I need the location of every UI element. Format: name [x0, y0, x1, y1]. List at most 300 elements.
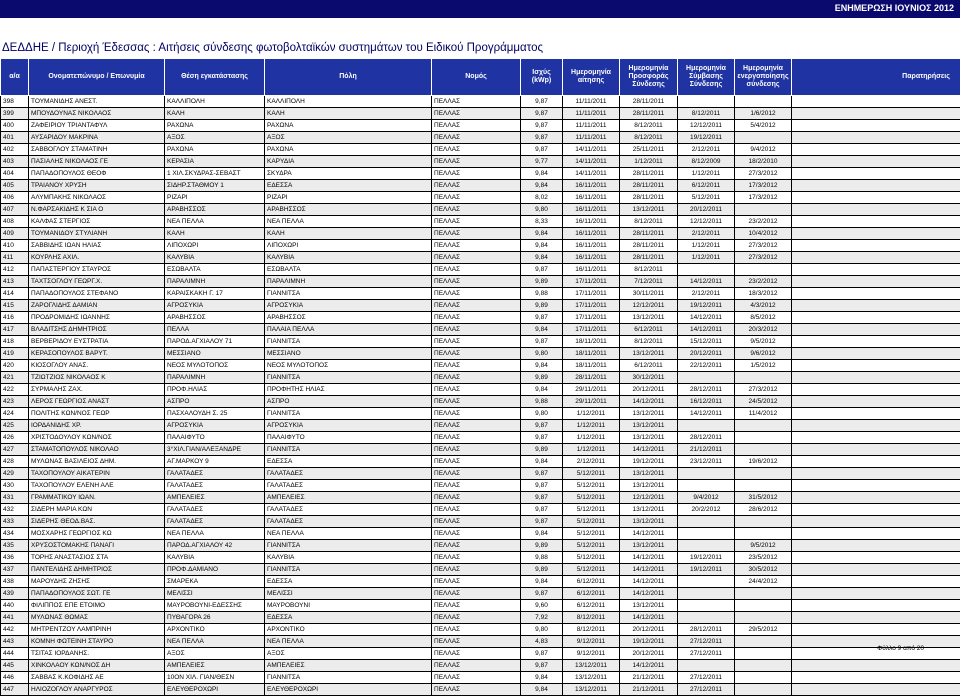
contract-date-cell: 19/12/2011: [678, 552, 735, 564]
remarks-cell: [792, 456, 960, 468]
installation-location-cell: ΑΜΠΕΛΕΙΕΣ: [165, 660, 265, 672]
contract-date-cell: 20/2/2012: [678, 504, 735, 516]
power-kwp-cell: 8,02: [521, 192, 563, 204]
applicant-name-cell: ΧΡΙΣΤΟΔΟΥΛΟΥ ΚΩΝ/ΝΟΣ: [29, 432, 165, 444]
activation-date-cell: [735, 600, 792, 612]
table-row: [1, 636, 960, 648]
offer-date-cell: 28/11/2011: [620, 168, 678, 180]
remarks-cell: [792, 252, 960, 264]
row-number-cell: 436: [1, 552, 29, 564]
power-kwp-cell: 9,87: [521, 588, 563, 600]
col-header-offer-date: Ημερομηνία Προσφοράς Σύνδεσης: [620, 59, 678, 96]
row-number-cell: 435: [1, 540, 29, 552]
power-kwp-cell: 9,87: [521, 132, 563, 144]
remarks-cell: [792, 492, 960, 504]
applicant-name-cell: ΠΡΟΔΡΟΜΙΔΗΣ ΙΩΑΝΝΗΣ: [29, 312, 165, 324]
contract-date-cell: 27/12/2011: [678, 672, 735, 684]
installation-location-cell: ΠΑΡΟΔ.ΑΓΧΙΑΛΟΥ 71: [165, 336, 265, 348]
offer-date-cell: 14/12/2011: [620, 528, 678, 540]
power-kwp-cell: 9,80: [521, 624, 563, 636]
contract-date-cell: [678, 588, 735, 600]
remarks-cell: [792, 480, 960, 492]
installation-location-cell: ΑΣΠΡΟ: [165, 396, 265, 408]
table-row: [1, 168, 960, 180]
application-date-cell: 11/11/2011: [563, 108, 620, 120]
remarks-cell: [792, 348, 960, 360]
remarks-cell: [792, 504, 960, 516]
city-cell: ΚΑΛΗ: [265, 228, 432, 240]
row-number-cell: 430: [1, 480, 29, 492]
activation-date-cell: 11/4/2012: [735, 408, 792, 420]
row-number-cell: 443: [1, 636, 29, 648]
installation-location-cell: ΡΙΖΑΡΙ: [165, 192, 265, 204]
contract-date-cell: [678, 540, 735, 552]
offer-date-cell: 8/12/2011: [620, 216, 678, 228]
city-cell: ΕΣΩΒΑΛΤΑ: [265, 264, 432, 276]
activation-date-cell: [735, 588, 792, 600]
power-kwp-cell: 9,87: [521, 648, 563, 660]
table-body: [1, 96, 960, 696]
table-row: [1, 216, 960, 228]
power-kwp-cell: 9,87: [521, 432, 563, 444]
power-kwp-cell: 7,92: [521, 612, 563, 624]
activation-date-cell: 23/2/2012: [735, 276, 792, 288]
prefecture-cell: ΠΕΛΛΑΣ: [432, 312, 521, 324]
applicant-name-cell: ΑΥΣΑΡΙΔΟΥ ΜΑΚΡΙΝΑ: [29, 132, 165, 144]
contract-date-cell: 8/12/2011: [678, 108, 735, 120]
prefecture-cell: ΠΕΛΛΑΣ: [432, 360, 521, 372]
applicant-name-cell: ΧΡΥΣΟΣΤΟΜΑΚΗΣ ΠΑΝΑΓΙ: [29, 540, 165, 552]
prefecture-cell: ΠΕΛΛΑΣ: [432, 408, 521, 420]
application-date-cell: 17/11/2011: [563, 324, 620, 336]
power-kwp-cell: 9,89: [521, 372, 563, 384]
prefecture-cell: ΠΕΛΛΑΣ: [432, 192, 521, 204]
city-cell: ΑΣΠΡΟ: [265, 396, 432, 408]
applicant-name-cell: ΠΑΠΑΔΟΠΟΥΛΟΣ ΘΕΟΦ: [29, 168, 165, 180]
contract-date-cell: [678, 576, 735, 588]
application-date-cell: 6/12/2011: [563, 576, 620, 588]
installation-location-cell: ΑΜΠΕΛΕΙΕΣ: [165, 492, 265, 504]
prefecture-cell: ΠΕΛΛΑΣ: [432, 168, 521, 180]
offer-date-cell: 8/12/2011: [620, 264, 678, 276]
application-date-cell: 5/12/2011: [563, 504, 620, 516]
installation-location-cell: ΑΓΡΟΣΥΚΙΑ: [165, 420, 265, 432]
prefecture-cell: ΠΕΛΛΑΣ: [432, 216, 521, 228]
offer-date-cell: 13/12/2011: [620, 468, 678, 480]
prefecture-cell: ΠΕΛΛΑΣ: [432, 384, 521, 396]
remarks-cell: [792, 204, 960, 216]
prefecture-cell: ΠΕΛΛΑΣ: [432, 300, 521, 312]
installation-location-cell: ΕΛΕΥΘΕΡΟΧΩΡΙ: [165, 684, 265, 696]
prefecture-cell: ΠΕΛΛΑΣ: [432, 276, 521, 288]
application-date-cell: 16/11/2011: [563, 228, 620, 240]
prefecture-cell: ΠΕΛΛΑΣ: [432, 468, 521, 480]
activation-date-cell: 18/3/2012: [735, 288, 792, 300]
offer-date-cell: 13/12/2011: [620, 516, 678, 528]
offer-date-cell: 6/12/2011: [620, 324, 678, 336]
top-header-bar: [0, 0, 960, 18]
application-date-cell: 5/12/2011: [563, 468, 620, 480]
power-kwp-cell: 9,88: [521, 288, 563, 300]
application-date-cell: 17/11/2011: [563, 288, 620, 300]
power-kwp-cell: 9,89: [521, 276, 563, 288]
prefecture-cell: ΠΕΛΛΑΣ: [432, 480, 521, 492]
activation-date-cell: 24/5/2012: [735, 396, 792, 408]
application-date-cell: 11/11/2011: [563, 120, 620, 132]
applicant-name-cell: ΤΣΙΤΑΣ ΙΟΡΔΑΝΗΣ.: [29, 648, 165, 660]
installation-location-cell: ΕΣΩΒΑΛΤΑ: [165, 264, 265, 276]
power-kwp-cell: 9,87: [521, 120, 563, 132]
city-cell: ΑΞΟΣ: [265, 132, 432, 144]
offer-date-cell: 13/12/2011: [620, 600, 678, 612]
prefecture-cell: ΠΕΛΛΑΣ: [432, 492, 521, 504]
remarks-cell: [792, 420, 960, 432]
contract-date-cell: 12/12/2011: [678, 216, 735, 228]
contract-date-cell: 8/12/2009: [678, 156, 735, 168]
applicant-name-cell: ΓΡΑΜΜΑΤΙΚΟΥ ΙΩΑΝ.: [29, 492, 165, 504]
col-header-aa: α/α: [1, 59, 29, 96]
prefecture-cell: ΠΕΛΛΑΣ: [432, 504, 521, 516]
city-cell: ΝΕΑ ΠΕΛΛΑ: [265, 216, 432, 228]
remarks-cell: [792, 132, 960, 144]
application-date-cell: 14/11/2011: [563, 144, 620, 156]
offer-date-cell: 12/12/2011: [620, 492, 678, 504]
applicant-name-cell: ΚΙΟΣΟΓΛΟΥ ΑΝΑΣ.: [29, 360, 165, 372]
contract-date-cell: 22/12/2011: [678, 360, 735, 372]
prefecture-cell: ΠΕΛΛΑΣ: [432, 444, 521, 456]
contract-date-cell: [678, 600, 735, 612]
remarks-cell: [792, 432, 960, 444]
offer-date-cell: 19/12/2011: [620, 636, 678, 648]
prefecture-cell: ΠΕΛΛΑΣ: [432, 612, 521, 624]
applicant-name-cell: ΠΑΠΑΔΟΠΟΥΛΟΣ ΣΤΕΦΑΝΟ: [29, 288, 165, 300]
remarks-cell: [792, 528, 960, 540]
update-date-label: ΕΝΗΜΕΡΩΣΗ ΙΟΥΝΙΟΣ 2012: [835, 3, 954, 13]
activation-date-cell: [735, 96, 792, 108]
remarks-cell: [792, 684, 960, 696]
power-kwp-cell: 9,80: [521, 348, 563, 360]
row-number-cell: 442: [1, 624, 29, 636]
offer-date-cell: 20/12/2011: [620, 624, 678, 636]
prefecture-cell: ΠΕΛΛΑΣ: [432, 252, 521, 264]
installation-location-cell: ΝΕΑ ΠΕΛΛΑ: [165, 216, 265, 228]
applicant-name-cell: ΤΑΧΤΣΟΓΛΟΥ ΓΕΩΡΓ.Χ.: [29, 276, 165, 288]
activation-date-cell: 10/4/2012: [735, 228, 792, 240]
offer-date-cell: 19/12/2011: [620, 456, 678, 468]
city-cell: ΕΛΕΥΘΕΡΟΧΩΡΙ: [265, 684, 432, 696]
remarks-cell: [792, 240, 960, 252]
power-kwp-cell: 9,88: [521, 396, 563, 408]
table-row: [1, 324, 960, 336]
power-kwp-cell: 9,80: [521, 408, 563, 420]
applicant-name-cell: ΖΑΦΕΙΡΙΟΥ ΤΡΙΑΝΤΑΦΥΛ: [29, 120, 165, 132]
prefecture-cell: ΠΕΛΛΑΣ: [432, 108, 521, 120]
activation-date-cell: [735, 444, 792, 456]
city-cell: ΑΡΑΒΗΣΣΟΣ: [265, 312, 432, 324]
power-kwp-cell: 9,87: [521, 504, 563, 516]
contract-date-cell: [678, 96, 735, 108]
contract-date-cell: 9/4/2012: [678, 492, 735, 504]
installation-location-cell: ΓΑΛΑΤΑΔΕΣ: [165, 480, 265, 492]
installation-location-cell: ΜΕΣΣΙΑΝΟ: [165, 348, 265, 360]
activation-date-cell: [735, 612, 792, 624]
power-kwp-cell: 9,87: [521, 420, 563, 432]
power-kwp-cell: 9,60: [521, 600, 563, 612]
offer-date-cell: 14/12/2011: [620, 588, 678, 600]
col-header-city: Πόλη: [265, 59, 432, 96]
contract-date-cell: [678, 612, 735, 624]
city-cell: ΕΔΕΣΣΑ: [265, 576, 432, 588]
remarks-cell: [792, 192, 960, 204]
table-row: [1, 240, 960, 252]
offer-date-cell: 28/11/2011: [620, 240, 678, 252]
contract-date-cell: [678, 516, 735, 528]
contract-date-cell: 6/12/2011: [678, 180, 735, 192]
application-date-cell: 16/11/2011: [563, 180, 620, 192]
applicant-name-cell: ΤΖΙΩΤΖΙΟΣ ΝΙΚΟΛΑΟΣ Κ: [29, 372, 165, 384]
city-cell: ΑΡΧΟΝΤΙΚΟ: [265, 624, 432, 636]
installation-location-cell: ΑΞΟΣ: [165, 132, 265, 144]
power-kwp-cell: 9,84: [521, 168, 563, 180]
remarks-cell: [792, 600, 960, 612]
offer-date-cell: 1/12/2011: [620, 156, 678, 168]
city-cell: ΓΙΑΝΝΙΤΣΑ: [265, 408, 432, 420]
offer-date-cell: 13/12/2011: [620, 504, 678, 516]
power-kwp-cell: 9,77: [521, 156, 563, 168]
application-date-cell: 13/12/2011: [563, 672, 620, 684]
row-number-cell: 432: [1, 504, 29, 516]
installation-location-cell: ΠΥΘΑΓΟΡΑ 26: [165, 612, 265, 624]
applicant-name-cell: ΧΙΝΚΟΛΑΟΥ ΚΩΝ/ΝΟΣ ΔΗ: [29, 660, 165, 672]
applicant-name-cell: ΚΟΥΡΛΗΣ ΑΧΙΛ.: [29, 252, 165, 264]
power-kwp-cell: 9,84: [521, 228, 563, 240]
city-cell: ΑΜΠΕΛΕΙΕΣ: [265, 492, 432, 504]
table-row: [1, 252, 960, 264]
applicant-name-cell: ΣΙΔΕΡΗ ΜΑΡΙΑ ΚΩΝ: [29, 504, 165, 516]
offer-date-cell: 30/12/2011: [620, 372, 678, 384]
prefecture-cell: ΠΕΛΛΑΣ: [432, 240, 521, 252]
applicant-name-cell: ΜΑΡΟΥΔΗΣ ΖΗΣΗΣ: [29, 576, 165, 588]
contract-date-cell: 14/12/2011: [678, 276, 735, 288]
table-row: [1, 576, 960, 588]
activation-date-cell: 17/3/2012: [735, 180, 792, 192]
table-row: [1, 444, 960, 456]
row-number-cell: 444: [1, 648, 29, 660]
table-row: [1, 132, 960, 144]
installation-location-cell: ΚΑΛΥΒΙΑ: [165, 552, 265, 564]
city-cell: ΓΑΛΑΤΑΔΕΣ: [265, 516, 432, 528]
row-number-cell: 411: [1, 252, 29, 264]
prefecture-cell: ΠΕΛΛΑΣ: [432, 624, 521, 636]
applicant-name-cell: ΚΕΡΑΣΟΠΟΥΛΟΣ ΒΑΡΥΤ.: [29, 348, 165, 360]
applicant-name-cell: ΣΙΔΕΡΗΣ ΘΕΟΔ.ΒΑΣ.: [29, 516, 165, 528]
remarks-cell: [792, 180, 960, 192]
activation-date-cell: 20/3/2012: [735, 324, 792, 336]
application-date-cell: 1/12/2011: [563, 420, 620, 432]
remarks-cell: [792, 552, 960, 564]
prefecture-cell: ΠΕΛΛΑΣ: [432, 672, 521, 684]
row-number-cell: 409: [1, 228, 29, 240]
power-kwp-cell: 9,84: [521, 456, 563, 468]
contract-date-cell: 28/12/2011: [678, 384, 735, 396]
city-cell: ΚΑΛΥΒΙΑ: [265, 552, 432, 564]
applicant-name-cell: ΜΥΛΩΝΑΣ ΒΑΣΙΛΕΙΟΣ ΔΗΜ.: [29, 456, 165, 468]
prefecture-cell: ΠΕΛΛΑΣ: [432, 156, 521, 168]
power-kwp-cell: 9,87: [521, 264, 563, 276]
installation-location-cell: ΚΕΡΑΣΙΑ: [165, 156, 265, 168]
power-kwp-cell: 8,33: [521, 216, 563, 228]
offer-date-cell: 6/12/2011: [620, 360, 678, 372]
row-number-cell: 424: [1, 408, 29, 420]
offer-date-cell: 25/11/2011: [620, 144, 678, 156]
remarks-cell: [792, 276, 960, 288]
table-row: [1, 144, 960, 156]
contract-date-cell: 12/12/2011: [678, 120, 735, 132]
applicant-name-cell: ΖΑΡΟΓΛΙΔΗΣ ΔΑΜΙΑΝ: [29, 300, 165, 312]
remarks-cell: [792, 660, 960, 672]
remarks-cell: [792, 156, 960, 168]
col-header-prefecture: Νομός: [432, 59, 521, 96]
table-row: [1, 300, 960, 312]
city-cell: ΣΚΥΔΡΑ: [265, 168, 432, 180]
row-number-cell: 418: [1, 336, 29, 348]
table-row: [1, 336, 960, 348]
contract-date-cell: 5/12/2011: [678, 192, 735, 204]
prefecture-cell: ΠΕΛΛΑΣ: [432, 180, 521, 192]
table-row: [1, 408, 960, 420]
prefecture-cell: ΠΕΛΛΑΣ: [432, 648, 521, 660]
prefecture-cell: ΠΕΛΛΑΣ: [432, 204, 521, 216]
table-row: [1, 108, 960, 120]
installation-location-cell: ΚΑΛΥΒΙΑ: [165, 252, 265, 264]
contract-date-cell: 27/12/2011: [678, 684, 735, 696]
city-cell: ΓΙΑΝΝΙΤΣΑ: [265, 540, 432, 552]
row-number-cell: 425: [1, 420, 29, 432]
application-date-cell: 9/12/2011: [563, 648, 620, 660]
row-number-cell: 431: [1, 492, 29, 504]
application-date-cell: 8/12/2011: [563, 624, 620, 636]
col-header-name: Ονοματεπώνυμο / Επωνυμία: [29, 59, 165, 96]
power-kwp-cell: 9,89: [521, 300, 563, 312]
installation-location-cell: ΠΡΟΦ.ΗΛΙΑΣ: [165, 384, 265, 396]
row-number-cell: 420: [1, 360, 29, 372]
activation-date-cell: 4/3/2012: [735, 300, 792, 312]
contract-date-cell: [678, 372, 735, 384]
activation-date-cell: 9/4/2012: [735, 144, 792, 156]
power-kwp-cell: 9,84: [521, 528, 563, 540]
remarks-cell: [792, 672, 960, 684]
contract-date-cell: [678, 528, 735, 540]
prefecture-cell: ΠΕΛΛΑΣ: [432, 552, 521, 564]
row-number-cell: 413: [1, 276, 29, 288]
activation-date-cell: [735, 264, 792, 276]
power-kwp-cell: 9,87: [521, 480, 563, 492]
application-date-cell: 5/12/2011: [563, 492, 620, 504]
table-row: [1, 492, 960, 504]
application-date-cell: 2/12/2011: [563, 456, 620, 468]
row-number-cell: 416: [1, 312, 29, 324]
contract-date-cell: 1/12/2011: [678, 252, 735, 264]
table-row: [1, 288, 960, 300]
application-date-cell: 18/11/2011: [563, 336, 620, 348]
offer-date-cell: 14/12/2011: [620, 660, 678, 672]
prefecture-cell: ΠΕΛΛΑΣ: [432, 348, 521, 360]
table-row: [1, 396, 960, 408]
application-date-cell: 13/12/2011: [563, 684, 620, 696]
activation-date-cell: 9/5/2012: [735, 540, 792, 552]
table-row: [1, 312, 960, 324]
installation-location-cell: ΠΑΣΧΑΛΟΥΔΗ Σ. 25: [165, 408, 265, 420]
offer-date-cell: 8/12/2011: [620, 120, 678, 132]
city-cell: ΝΕΟΣ ΜΥΛΟΤΟΠΟΣ: [265, 360, 432, 372]
row-number-cell: 408: [1, 216, 29, 228]
offer-date-cell: 20/12/2011: [620, 648, 678, 660]
prefecture-cell: ΠΕΛΛΑΣ: [432, 636, 521, 648]
row-number-cell: 441: [1, 612, 29, 624]
table-row: [1, 672, 960, 684]
activation-date-cell: [735, 528, 792, 540]
activation-date-cell: 23/2/2012: [735, 216, 792, 228]
col-header-remarks: Παρατηρήσεις: [792, 59, 960, 96]
installation-location-cell: ΓΑΛΑΤΑΔΕΣ: [165, 468, 265, 480]
contract-date-cell: 27/12/2011: [678, 636, 735, 648]
row-number-cell: 426: [1, 432, 29, 444]
activation-date-cell: [735, 660, 792, 672]
application-date-cell: 29/11/2011: [563, 396, 620, 408]
remarks-cell: [792, 408, 960, 420]
table-row: [1, 612, 960, 624]
application-date-cell: 11/11/2011: [563, 132, 620, 144]
application-date-cell: 16/11/2011: [563, 252, 620, 264]
application-date-cell: 29/11/2011: [563, 384, 620, 396]
installation-location-cell: ΡΑΧΩΝΑ: [165, 120, 265, 132]
installation-location-cell: ΜΕΛΙΣΣΙ: [165, 588, 265, 600]
remarks-cell: [792, 564, 960, 576]
installation-location-cell: ΚΑΛΛΙΠΟΛΗ: [165, 96, 265, 108]
table-row: [1, 528, 960, 540]
remarks-cell: [792, 444, 960, 456]
application-date-cell: 5/12/2011: [563, 528, 620, 540]
application-date-cell: 17/11/2011: [563, 312, 620, 324]
activation-date-cell: 24/4/2012: [735, 576, 792, 588]
application-date-cell: 6/12/2011: [563, 588, 620, 600]
city-cell: ΠΑΛΑΙΑ ΠΕΛΛΑ: [265, 324, 432, 336]
row-number-cell: 422: [1, 384, 29, 396]
city-cell: ΚΑΛΗ: [265, 108, 432, 120]
offer-date-cell: 14/12/2011: [620, 396, 678, 408]
remarks-cell: [792, 636, 960, 648]
application-date-cell: 17/11/2011: [563, 300, 620, 312]
application-date-cell: 28/11/2011: [563, 372, 620, 384]
prefecture-cell: ΠΕΛΛΑΣ: [432, 456, 521, 468]
applicant-name-cell: ΒΛΑΔΙΤΣΗΣ ΔΗΜΗΤΡΙΟΣ: [29, 324, 165, 336]
remarks-cell: [792, 168, 960, 180]
offer-date-cell: 7/12/2011: [620, 276, 678, 288]
row-number-cell: 439: [1, 588, 29, 600]
col-header-activation-date: Ημερομηνία ενεργοποίησης σύνδεσης: [735, 59, 792, 96]
prefecture-cell: ΠΕΛΛΑΣ: [432, 96, 521, 108]
table-row: [1, 684, 960, 696]
activation-date-cell: 29/5/2012: [735, 624, 792, 636]
application-date-cell: 16/11/2011: [563, 264, 620, 276]
table-row: [1, 432, 960, 444]
contract-date-cell: 2/12/2011: [678, 144, 735, 156]
remarks-cell: [792, 540, 960, 552]
prefecture-cell: ΠΕΛΛΑΣ: [432, 324, 521, 336]
offer-date-cell: 13/12/2011: [620, 540, 678, 552]
table-row: [1, 192, 960, 204]
prefecture-cell: ΠΕΛΛΑΣ: [432, 432, 521, 444]
